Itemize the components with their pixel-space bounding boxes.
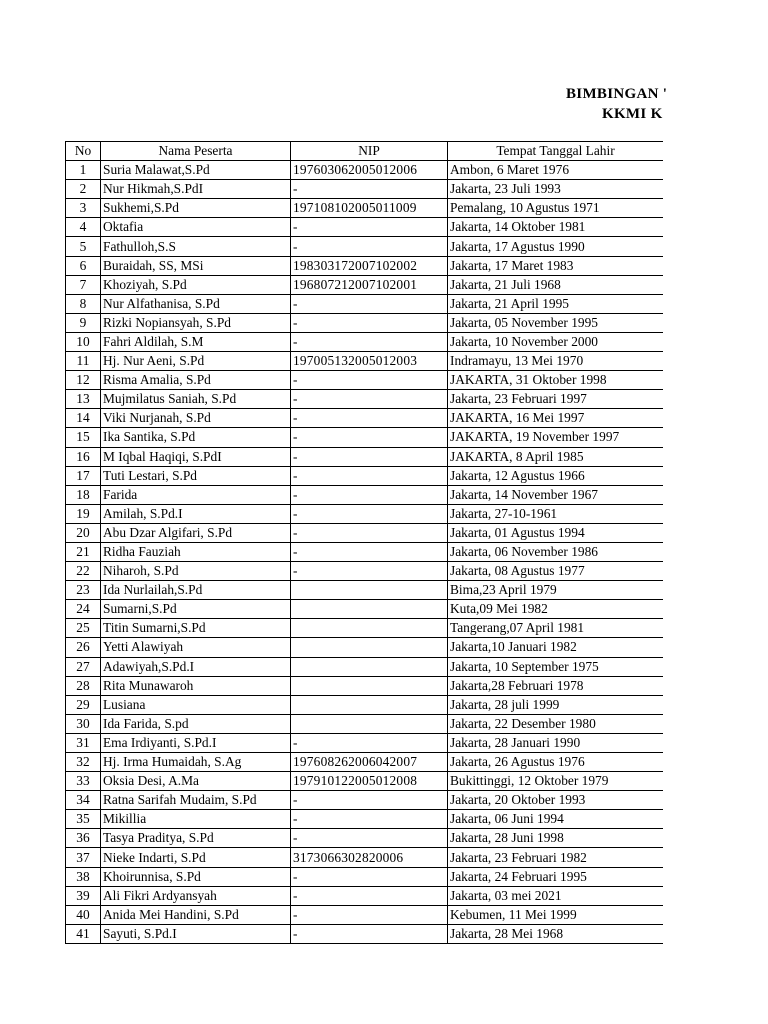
table-row bbox=[66, 562, 664, 581]
table-row bbox=[66, 447, 664, 466]
cell-nip: - bbox=[291, 829, 448, 848]
cell-row-number: 29 bbox=[66, 695, 101, 714]
cell-participant-name: Oktafia bbox=[101, 218, 291, 237]
table-row bbox=[66, 733, 664, 752]
cell-row-number: 27 bbox=[66, 657, 101, 676]
table-row bbox=[66, 485, 664, 504]
cell-birth-place-date: Jakarta, 28 juli 1999 bbox=[448, 695, 664, 714]
cell-participant-name: Lusiana bbox=[101, 695, 291, 714]
cell-nip: - bbox=[291, 810, 448, 829]
cell-row-number: 16 bbox=[66, 447, 101, 466]
cell-birth-place-date: Jakarta, 22 Desember 1980 bbox=[448, 714, 664, 733]
cell-participant-name: Buraidah, SS, MSi bbox=[101, 256, 291, 275]
cell-nip: - bbox=[291, 733, 448, 752]
cell-participant-name: Sayuti, S.Pd.I bbox=[101, 924, 291, 943]
cell-nip bbox=[291, 581, 448, 600]
cell-nip: 3173066302820006 bbox=[291, 848, 448, 867]
cell-nip: - bbox=[291, 504, 448, 523]
cell-nip: 196807212007102001 bbox=[291, 275, 448, 294]
cell-row-number: 5 bbox=[66, 237, 101, 256]
cell-birth-place-date: Jakarta, 26 Agustus 1976 bbox=[448, 753, 664, 772]
cell-nip: 197005132005012003 bbox=[291, 352, 448, 371]
table-row bbox=[66, 256, 664, 275]
cell-row-number: 3 bbox=[66, 199, 101, 218]
cell-birth-place-date: Jakarta, 05 November 1995 bbox=[448, 313, 664, 332]
cell-row-number: 32 bbox=[66, 753, 101, 772]
table-row bbox=[66, 581, 664, 600]
cell-row-number: 15 bbox=[66, 428, 101, 447]
table-row bbox=[66, 638, 664, 657]
cell-birth-place-date: JAKARTA, 16 Mei 1997 bbox=[448, 409, 664, 428]
cell-participant-name: Mujmilatus Saniah, S.Pd bbox=[101, 390, 291, 409]
column-header-no: No bbox=[66, 142, 101, 161]
cell-nip: 197108102005011009 bbox=[291, 199, 448, 218]
cell-birth-place-date: Jakarta, 08 Agustus 1977 bbox=[448, 562, 664, 581]
title-line-1: BIMBINGAN ' bbox=[566, 86, 668, 102]
table-row bbox=[66, 905, 664, 924]
table-row bbox=[66, 390, 664, 409]
cell-row-number: 13 bbox=[66, 390, 101, 409]
cell-participant-name: Niharoh, S.Pd bbox=[101, 562, 291, 581]
cell-birth-place-date: Jakarta, 24 Februari 1995 bbox=[448, 867, 664, 886]
cell-row-number: 22 bbox=[66, 562, 101, 581]
cell-nip: - bbox=[291, 332, 448, 351]
table-row bbox=[66, 714, 664, 733]
cell-participant-name: Rizki Nopiansyah, S.Pd bbox=[101, 313, 291, 332]
table-row bbox=[66, 294, 664, 313]
title-line-2: KKMI K bbox=[602, 106, 663, 122]
cell-birth-place-date: JAKARTA, 8 April 1985 bbox=[448, 447, 664, 466]
table-row bbox=[66, 352, 664, 371]
cell-nip bbox=[291, 714, 448, 733]
cell-nip: - bbox=[291, 409, 448, 428]
cell-row-number: 24 bbox=[66, 600, 101, 619]
cell-birth-place-date: Ambon, 6 Maret 1976 bbox=[448, 161, 664, 180]
cell-birth-place-date: Tangerang,07 April 1981 bbox=[448, 619, 664, 638]
table-row bbox=[66, 523, 664, 542]
table-row bbox=[66, 199, 664, 218]
cell-participant-name: Tuti Lestari, S.Pd bbox=[101, 466, 291, 485]
cell-nip: - bbox=[291, 180, 448, 199]
cell-birth-place-date: Jakarta, 06 November 1986 bbox=[448, 542, 664, 561]
cell-participant-name: Mikillia bbox=[101, 810, 291, 829]
cell-row-number: 17 bbox=[66, 466, 101, 485]
column-header-birth: Tempat Tanggal Lahir bbox=[448, 142, 664, 161]
table-row bbox=[66, 542, 664, 561]
cell-row-number: 10 bbox=[66, 332, 101, 351]
cell-birth-place-date: Jakarta, 03 mei 2021 bbox=[448, 886, 664, 905]
cell-birth-place-date: Jakarta, 06 Juni 1994 bbox=[448, 810, 664, 829]
cell-row-number: 18 bbox=[66, 485, 101, 504]
cell-row-number: 36 bbox=[66, 829, 101, 848]
cell-row-number: 12 bbox=[66, 371, 101, 390]
cell-participant-name: Ema Irdiyanti, S.Pd.I bbox=[101, 733, 291, 752]
cell-birth-place-date: Bukittinggi, 12 Oktober 1979 bbox=[448, 772, 664, 791]
cell-row-number: 9 bbox=[66, 313, 101, 332]
table-row bbox=[66, 428, 664, 447]
cell-participant-name: Viki Nurjanah, S.Pd bbox=[101, 409, 291, 428]
cell-participant-name: Fahri Aldilah, S.M bbox=[101, 332, 291, 351]
cell-birth-place-date: Bima,23 April 1979 bbox=[448, 581, 664, 600]
cell-participant-name: Hj. Irma Humaidah, S.Ag bbox=[101, 753, 291, 772]
cell-birth-place-date: Jakarta,10 Januari 1982 bbox=[448, 638, 664, 657]
cell-participant-name: Sukhemi,S.Pd bbox=[101, 199, 291, 218]
cell-nip: 197603062005012006 bbox=[291, 161, 448, 180]
cell-nip: - bbox=[291, 466, 448, 485]
table-row bbox=[66, 313, 664, 332]
cell-nip bbox=[291, 695, 448, 714]
cell-participant-name: Amilah, S.Pd.I bbox=[101, 504, 291, 523]
column-header-nip: NIP bbox=[291, 142, 448, 161]
cell-nip bbox=[291, 638, 448, 657]
cell-row-number: 30 bbox=[66, 714, 101, 733]
cell-participant-name: Ika Santika, S.Pd bbox=[101, 428, 291, 447]
cell-nip: - bbox=[291, 542, 448, 561]
table-row bbox=[66, 180, 664, 199]
table-body bbox=[66, 161, 664, 944]
cell-participant-name: Tasya Praditya, S.Pd bbox=[101, 829, 291, 848]
table-row bbox=[66, 753, 664, 772]
cell-birth-place-date: Jakarta, 10 November 2000 bbox=[448, 332, 664, 351]
table-row bbox=[66, 466, 664, 485]
cell-participant-name: Rita Munawaroh bbox=[101, 676, 291, 695]
table-row bbox=[66, 600, 664, 619]
cell-participant-name: Hj. Nur Aeni, S.Pd bbox=[101, 352, 291, 371]
cell-participant-name: Abu Dzar Algifari, S.Pd bbox=[101, 523, 291, 542]
cell-birth-place-date: Kebumen, 11 Mei 1999 bbox=[448, 905, 664, 924]
cell-nip: - bbox=[291, 390, 448, 409]
cell-row-number: 40 bbox=[66, 905, 101, 924]
cell-birth-place-date: Jakarta, 28 Mei 1968 bbox=[448, 924, 664, 943]
cell-birth-place-date: Jakarta, 21 April 1995 bbox=[448, 294, 664, 313]
cell-birth-place-date: Jakarta, 17 Maret 1983 bbox=[448, 256, 664, 275]
cell-nip: - bbox=[291, 313, 448, 332]
cell-nip: - bbox=[291, 562, 448, 581]
table-row bbox=[66, 791, 664, 810]
cell-birth-place-date: Jakarta, 28 Januari 1990 bbox=[448, 733, 664, 752]
cell-row-number: 25 bbox=[66, 619, 101, 638]
cell-nip: - bbox=[291, 886, 448, 905]
cell-row-number: 7 bbox=[66, 275, 101, 294]
cell-row-number: 6 bbox=[66, 256, 101, 275]
cell-birth-place-date: Jakarta, 28 Juni 1998 bbox=[448, 829, 664, 848]
cell-row-number: 35 bbox=[66, 810, 101, 829]
cell-row-number: 33 bbox=[66, 772, 101, 791]
cell-row-number: 20 bbox=[66, 523, 101, 542]
cell-nip: - bbox=[291, 294, 448, 313]
cell-participant-name: Ridha Fauziah bbox=[101, 542, 291, 561]
cell-participant-name: Ida Farida, S.pd bbox=[101, 714, 291, 733]
table-row bbox=[66, 676, 664, 695]
cell-birth-place-date: Jakarta, 01 Agustus 1994 bbox=[448, 523, 664, 542]
cell-nip bbox=[291, 657, 448, 676]
cell-row-number: 28 bbox=[66, 676, 101, 695]
cell-participant-name: Oksia Desi, A.Ma bbox=[101, 772, 291, 791]
table-row bbox=[66, 275, 664, 294]
cell-participant-name: Ratna Sarifah Mudaim, S.Pd bbox=[101, 791, 291, 810]
cell-participant-name: Farida bbox=[101, 485, 291, 504]
table-row bbox=[66, 504, 664, 523]
cell-row-number: 1 bbox=[66, 161, 101, 180]
cell-participant-name: Risma Amalia, S.Pd bbox=[101, 371, 291, 390]
cell-birth-place-date: Jakarta, 23 Februari 1997 bbox=[448, 390, 664, 409]
cell-participant-name: Fathulloh,S.S bbox=[101, 237, 291, 256]
cell-row-number: 39 bbox=[66, 886, 101, 905]
cell-nip bbox=[291, 676, 448, 695]
cell-row-number: 19 bbox=[66, 504, 101, 523]
table-header-row bbox=[66, 142, 664, 161]
cell-nip: - bbox=[291, 237, 448, 256]
cell-nip: - bbox=[291, 485, 448, 504]
cell-birth-place-date: JAKARTA, 19 November 1997 bbox=[448, 428, 664, 447]
cell-birth-place-date: Jakarta, 14 November 1967 bbox=[448, 485, 664, 504]
cell-birth-place-date: Jakarta, 21 Juli 1968 bbox=[448, 275, 664, 294]
cell-participant-name: Nur Alfathanisa, S.Pd bbox=[101, 294, 291, 313]
cell-birth-place-date: Jakarta, 14 Oktober 1981 bbox=[448, 218, 664, 237]
cell-row-number: 41 bbox=[66, 924, 101, 943]
table-row bbox=[66, 657, 664, 676]
cell-birth-place-date: Jakarta, 17 Agustus 1990 bbox=[448, 237, 664, 256]
cell-nip: - bbox=[291, 371, 448, 390]
cell-birth-place-date: Jakarta, 12 Agustus 1966 bbox=[448, 466, 664, 485]
cell-nip: - bbox=[291, 905, 448, 924]
cell-participant-name: Adawiyah,S.Pd.I bbox=[101, 657, 291, 676]
cell-participant-name: Nieke Indarti, S.Pd bbox=[101, 848, 291, 867]
table-row bbox=[66, 619, 664, 638]
cell-participant-name: Sumarni,S.Pd bbox=[101, 600, 291, 619]
table-row bbox=[66, 924, 664, 943]
cell-participant-name: Nur Hikmah,S.PdI bbox=[101, 180, 291, 199]
cell-row-number: 37 bbox=[66, 848, 101, 867]
table-row bbox=[66, 332, 664, 351]
cell-nip: - bbox=[291, 867, 448, 886]
cell-participant-name: Ali Fikri Ardyansyah bbox=[101, 886, 291, 905]
table-row bbox=[66, 772, 664, 791]
cell-nip: 197910122005012008 bbox=[291, 772, 448, 791]
cell-participant-name: Titin Sumarni,S.Pd bbox=[101, 619, 291, 638]
cell-birth-place-date: Jakarta, 10 September 1975 bbox=[448, 657, 664, 676]
cell-birth-place-date: Jakarta, 23 Februari 1982 bbox=[448, 848, 664, 867]
cell-nip: - bbox=[291, 218, 448, 237]
cell-participant-name: Ida Nurlailah,S.Pd bbox=[101, 581, 291, 600]
cell-birth-place-date: Indramayu, 13 Mei 1970 bbox=[448, 352, 664, 371]
table-row bbox=[66, 810, 664, 829]
table-row bbox=[66, 218, 664, 237]
cell-nip: 198303172007102002 bbox=[291, 256, 448, 275]
cell-row-number: 23 bbox=[66, 581, 101, 600]
cell-nip: - bbox=[291, 924, 448, 943]
cell-birth-place-date: Jakarta, 20 Oktober 1993 bbox=[448, 791, 664, 810]
cell-row-number: 11 bbox=[66, 352, 101, 371]
table-row bbox=[66, 867, 664, 886]
table-row bbox=[66, 886, 664, 905]
cell-birth-place-date: JAKARTA, 31 Oktober 1998 bbox=[448, 371, 664, 390]
cell-participant-name: Anida Mei Handini, S.Pd bbox=[101, 905, 291, 924]
participant-table bbox=[65, 141, 663, 944]
cell-row-number: 31 bbox=[66, 733, 101, 752]
cell-row-number: 38 bbox=[66, 867, 101, 886]
cell-nip bbox=[291, 619, 448, 638]
cell-birth-place-date: Jakarta, 27-10-1961 bbox=[448, 504, 664, 523]
cell-participant-name: M Iqbal Haqiqi, S.PdI bbox=[101, 447, 291, 466]
cell-row-number: 4 bbox=[66, 218, 101, 237]
table-row bbox=[66, 371, 664, 390]
cell-row-number: 26 bbox=[66, 638, 101, 657]
cell-nip: - bbox=[291, 428, 448, 447]
column-header-name: Nama Peserta bbox=[101, 142, 291, 161]
table-row bbox=[66, 848, 664, 867]
cell-participant-name: Khoirunnisa, S.Pd bbox=[101, 867, 291, 886]
cell-birth-place-date: Pemalang, 10 Agustus 1971 bbox=[448, 199, 664, 218]
cell-row-number: 2 bbox=[66, 180, 101, 199]
cell-nip: - bbox=[291, 791, 448, 810]
cell-participant-name: Khoziyah, S.Pd bbox=[101, 275, 291, 294]
table-row bbox=[66, 695, 664, 714]
table-row bbox=[66, 161, 664, 180]
cell-birth-place-date: Jakarta, 23 Juli 1993 bbox=[448, 180, 664, 199]
cell-row-number: 34 bbox=[66, 791, 101, 810]
cell-nip bbox=[291, 600, 448, 619]
cell-birth-place-date: Kuta,09 Mei 1982 bbox=[448, 600, 664, 619]
cell-participant-name: Suria Malawat,S.Pd bbox=[101, 161, 291, 180]
cell-nip: - bbox=[291, 447, 448, 466]
table-row bbox=[66, 237, 664, 256]
table-row bbox=[66, 829, 664, 848]
cell-nip: 197608262006042007 bbox=[291, 753, 448, 772]
cell-row-number: 14 bbox=[66, 409, 101, 428]
cell-participant-name: Yetti Alawiyah bbox=[101, 638, 291, 657]
cell-row-number: 8 bbox=[66, 294, 101, 313]
cell-birth-place-date: Jakarta,28 Februari 1978 bbox=[448, 676, 664, 695]
cell-row-number: 21 bbox=[66, 542, 101, 561]
cell-nip: - bbox=[291, 523, 448, 542]
table-row bbox=[66, 409, 664, 428]
